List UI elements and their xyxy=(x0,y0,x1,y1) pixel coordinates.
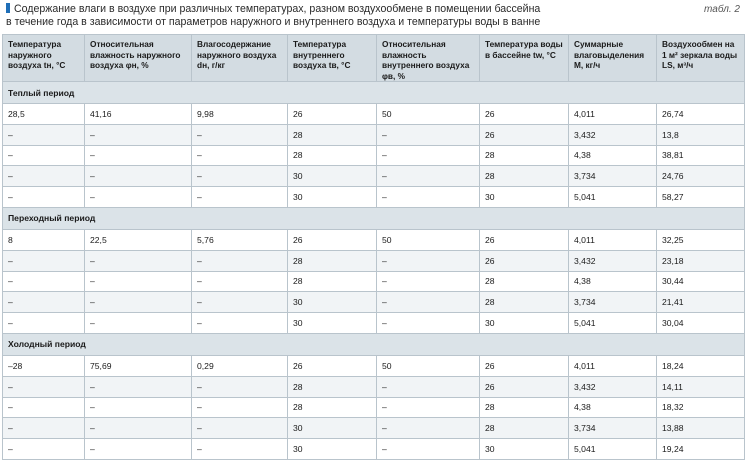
table-cell: 4,011 xyxy=(569,229,657,250)
table-cell: 30 xyxy=(288,187,377,208)
table-cell: – xyxy=(85,271,192,292)
table-cell: – xyxy=(192,145,288,166)
table-cell: – xyxy=(3,313,85,334)
table-cell: 14,11 xyxy=(657,376,745,397)
table-row xyxy=(3,397,745,418)
table-cell: – xyxy=(3,292,85,313)
table-cell: 3,734 xyxy=(569,166,657,187)
table-cell: 4,38 xyxy=(569,145,657,166)
data-table xyxy=(2,34,745,460)
table-cell: 3,432 xyxy=(569,376,657,397)
table-cell: 5,76 xyxy=(192,229,288,250)
section-header-row xyxy=(3,333,745,355)
table-cell: 28 xyxy=(288,145,377,166)
table-row xyxy=(3,166,745,187)
table-cell: 4,011 xyxy=(569,104,657,125)
table-cell: – xyxy=(85,397,192,418)
column-header: Температура внутреннего воздуха tв, °С xyxy=(288,35,377,82)
table-cell: 13,8 xyxy=(657,124,745,145)
table-cell: 26 xyxy=(480,376,569,397)
section-title: Переходный период xyxy=(3,207,745,229)
table-cell: 30 xyxy=(480,187,569,208)
table-cell: 26 xyxy=(480,229,569,250)
column-header: Суммарные влаговыделения M, кг/ч xyxy=(569,35,657,82)
table-cell: 3,432 xyxy=(569,250,657,271)
table-row xyxy=(3,439,745,460)
table-cell: 28 xyxy=(288,271,377,292)
table-cell: – xyxy=(377,271,480,292)
table-cell: 28 xyxy=(480,166,569,187)
table-cell: – xyxy=(3,145,85,166)
table-cell: 28 xyxy=(480,145,569,166)
table-cell: 32,25 xyxy=(657,229,745,250)
table-cell: – xyxy=(377,166,480,187)
table-row xyxy=(3,145,745,166)
table-cell: 58,27 xyxy=(657,187,745,208)
table-row xyxy=(3,187,745,208)
table-cell: – xyxy=(192,418,288,439)
table-cell: 50 xyxy=(377,355,480,376)
table-cell: 26 xyxy=(480,104,569,125)
table-cell: 30 xyxy=(288,418,377,439)
table-row xyxy=(3,104,745,125)
table-cell: 3,734 xyxy=(569,418,657,439)
table-cell: 30,44 xyxy=(657,271,745,292)
table-cell: 18,24 xyxy=(657,355,745,376)
table-cell: – xyxy=(192,292,288,313)
table-cell: 5,041 xyxy=(569,439,657,460)
table-cell: – xyxy=(3,397,85,418)
table-cell: 3,432 xyxy=(569,124,657,145)
table-row xyxy=(3,124,745,145)
table-cell: – xyxy=(192,313,288,334)
table-cell: – xyxy=(3,250,85,271)
table-cell: 30 xyxy=(480,313,569,334)
table-cell: – xyxy=(377,250,480,271)
column-header: Относительная влажность наружного воздуха φн, % xyxy=(85,35,192,82)
table-cell: 28 xyxy=(288,250,377,271)
caption-marker xyxy=(6,3,10,13)
table-cell: 26 xyxy=(480,250,569,271)
table-cell: 28 xyxy=(288,376,377,397)
table-cell: 19,24 xyxy=(657,439,745,460)
table-cell: 28 xyxy=(288,124,377,145)
table-cell: 5,041 xyxy=(569,187,657,208)
column-header: Относительная влажность внутреннего воздуха φв, % xyxy=(377,35,480,82)
table-row xyxy=(3,418,745,439)
table-cell: – xyxy=(85,418,192,439)
table-cell: 26 xyxy=(288,355,377,376)
table-cell: 30 xyxy=(480,439,569,460)
table-cell: – xyxy=(85,124,192,145)
table-cell: 28 xyxy=(480,271,569,292)
table-cell: 26,74 xyxy=(657,104,745,125)
table-row xyxy=(3,271,745,292)
table-cell: –28 xyxy=(3,355,85,376)
table-cell: 30 xyxy=(288,166,377,187)
table-cell: – xyxy=(192,187,288,208)
table-cell: 9,98 xyxy=(192,104,288,125)
table-cell: 28 xyxy=(480,292,569,313)
table-cell: 28,5 xyxy=(3,104,85,125)
table-cell: – xyxy=(377,313,480,334)
table-cell: 26 xyxy=(288,229,377,250)
table-cell: – xyxy=(3,166,85,187)
table-caption xyxy=(6,3,696,29)
table-row xyxy=(3,355,745,376)
section-header-row xyxy=(3,82,745,104)
table-cell: 30 xyxy=(288,292,377,313)
table-number: табл. 2 xyxy=(704,4,740,15)
column-header: Влагосодержание наружного воздуха dн, г/кг xyxy=(192,35,288,82)
table-cell: 50 xyxy=(377,104,480,125)
table-cell: – xyxy=(377,418,480,439)
table-cell: 22,5 xyxy=(85,229,192,250)
table-cell: – xyxy=(3,187,85,208)
table-cell: – xyxy=(377,376,480,397)
table-row xyxy=(3,376,745,397)
table-row xyxy=(3,292,745,313)
table-cell: – xyxy=(377,145,480,166)
column-header: Температура наружного воздуха tн, °С xyxy=(3,35,85,82)
table-cell: 23,18 xyxy=(657,250,745,271)
table-cell: 28 xyxy=(480,397,569,418)
table-cell: 26 xyxy=(480,124,569,145)
table-cell: 3,734 xyxy=(569,292,657,313)
table-body xyxy=(3,82,745,460)
table-cell: – xyxy=(377,187,480,208)
table-cell: – xyxy=(85,292,192,313)
table-cell: – xyxy=(377,397,480,418)
table-cell: – xyxy=(3,271,85,292)
column-header: Воздухообмен на 1 м² зеркала воды LS, м³/ч xyxy=(657,35,745,82)
table-cell: – xyxy=(3,124,85,145)
table-cell: – xyxy=(3,418,85,439)
table-cell: 26 xyxy=(288,104,377,125)
table-cell: – xyxy=(85,187,192,208)
column-header: Температура воды в бассейне tw, °С xyxy=(480,35,569,82)
table-cell: 18,32 xyxy=(657,397,745,418)
caption-line-2: в течение года в зависимости от параметров наружного и внутреннего воздуха и температуры воды в ванне xyxy=(6,16,541,28)
table-cell: 4,38 xyxy=(569,397,657,418)
table-cell: – xyxy=(85,250,192,271)
table-cell: – xyxy=(192,376,288,397)
table-cell: – xyxy=(192,124,288,145)
table-cell: – xyxy=(192,397,288,418)
table-cell: – xyxy=(377,292,480,313)
table-cell: – xyxy=(3,376,85,397)
table-cell: – xyxy=(85,166,192,187)
table-cell: 8 xyxy=(3,229,85,250)
table-cell: – xyxy=(85,313,192,334)
table-cell: 30 xyxy=(288,313,377,334)
table-cell: – xyxy=(85,439,192,460)
table-cell: – xyxy=(192,166,288,187)
table-cell: – xyxy=(377,439,480,460)
table-cell: 28 xyxy=(288,397,377,418)
table-cell: 41,16 xyxy=(85,104,192,125)
section-header-row xyxy=(3,207,745,229)
table-cell: 0,29 xyxy=(192,355,288,376)
table-cell: 38,81 xyxy=(657,145,745,166)
table-row xyxy=(3,229,745,250)
table-cell: 50 xyxy=(377,229,480,250)
table-cell: – xyxy=(85,376,192,397)
table-cell: 5,041 xyxy=(569,313,657,334)
table-cell: 30,04 xyxy=(657,313,745,334)
table-cell: – xyxy=(192,250,288,271)
caption-line-1: Содержание влаги в воздухе при различных температурах, разном воздухообмене в помещении бассейна xyxy=(14,3,541,15)
table-cell: 4,38 xyxy=(569,271,657,292)
table-cell: 24,76 xyxy=(657,166,745,187)
table-cell: 26 xyxy=(480,355,569,376)
table-cell: – xyxy=(3,439,85,460)
section-title: Холодный период xyxy=(3,333,745,355)
table-cell: 13,88 xyxy=(657,418,745,439)
table-cell: 4,011 xyxy=(569,355,657,376)
table-cell: 30 xyxy=(288,439,377,460)
table-row xyxy=(3,250,745,271)
table-cell: – xyxy=(192,271,288,292)
table-cell: – xyxy=(85,145,192,166)
table-cell: 21,41 xyxy=(657,292,745,313)
table-cell: – xyxy=(377,124,480,145)
table-cell: 28 xyxy=(480,418,569,439)
table-cell: 75,69 xyxy=(85,355,192,376)
section-title: Теплый период xyxy=(3,82,745,104)
table-cell: – xyxy=(192,439,288,460)
table-row xyxy=(3,313,745,334)
header-row xyxy=(3,35,745,82)
